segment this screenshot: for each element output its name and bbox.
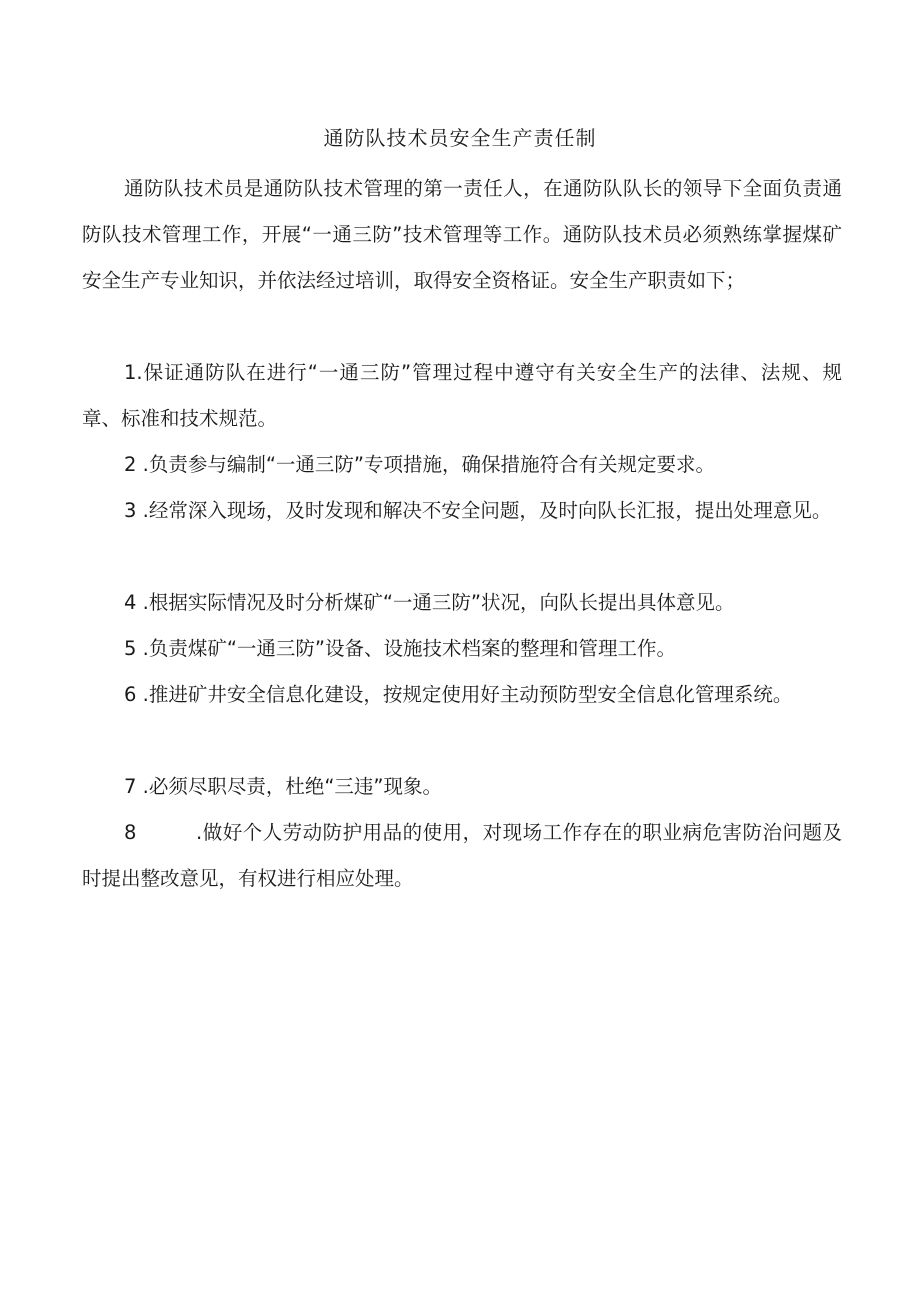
- item-number: 7 .: [124, 775, 149, 798]
- item-text: 推进矿井安全信息化建设，按规定使用好主动预防型安全信息化管理系统。: [148, 683, 793, 706]
- duty-item-3: [82, 488, 842, 534]
- item-number: 2 .: [124, 453, 149, 476]
- item-number: 6 .: [124, 683, 149, 706]
- item-text: 必须尽职尽责，杜绝“三违”现象。: [148, 775, 443, 798]
- item-number: 8: [124, 821, 137, 844]
- duty-item-2: [82, 442, 842, 488]
- item-text: 经常深入现场，及时发现和解决不安全问题，及时向队长汇报，提出处理意见。: [148, 499, 832, 522]
- item-text: 保证通防队在进行“一通三防”管理过程中遵守有关安全生产的法律、法规、规章、标准和技术规范。: [82, 361, 842, 430]
- item-number: 5 .: [124, 637, 149, 660]
- duty-item-6: [82, 672, 842, 718]
- duty-item-1: [82, 350, 842, 442]
- item-number-suffix: .: [196, 821, 203, 844]
- item-number: 1.: [124, 361, 143, 384]
- duty-item-7: [82, 764, 842, 810]
- item-number: 4 .: [124, 591, 149, 614]
- duty-item-4: [82, 580, 842, 626]
- item-text: 做好个人劳动防护用品的使用，对现场工作存在的职业病危害防治问题及时提出整改意见，有权进行相应处理。: [82, 821, 842, 890]
- item-number: 3 .: [124, 499, 149, 522]
- intro-paragraph: [82, 166, 842, 304]
- intro-text: 通防队技术员是通防队技术管理的第一责任人，在通防队队长的领导下全面负责通防队技术管理工作，开展“一通三防”技术管理等工作。通防队技术员必须熟练掌握煤矿安全生产专业知识，并依法经过培训，取得安全资格证。安全生产职责如下；: [82, 177, 842, 292]
- item-text: 负责煤矿“一通三防”设备、设施技术档案的整理和管理工作。: [148, 637, 677, 660]
- duty-item-8: [82, 810, 842, 902]
- item-text: 根据实际情况及时分析煤矿“一通三防”状况，向队长提出具体意见。: [148, 591, 735, 614]
- duty-item-5: [82, 626, 842, 672]
- document-title: 通防队技术员安全生产责任制: [323, 126, 597, 150]
- item-text: 负责参与编制“一通三防”专项措施，确保措施符合有关规定要求。: [148, 453, 716, 476]
